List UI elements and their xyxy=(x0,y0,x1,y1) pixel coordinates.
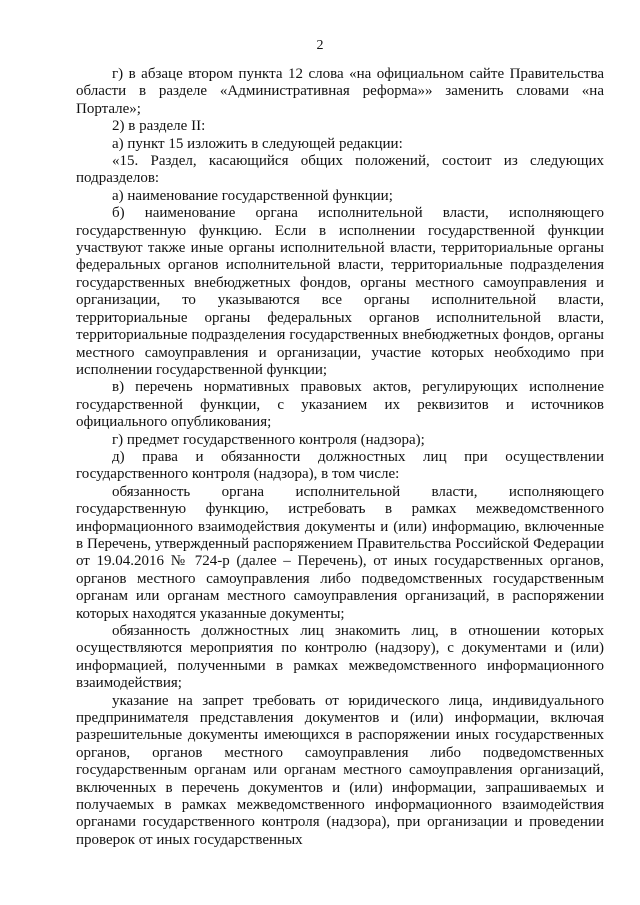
page-number: 2 xyxy=(316,38,324,53)
paragraph-a-15: а) пункт 15 изложить в следующей редакции: xyxy=(112,135,403,152)
paragraph-g-12: г) в абзаце втором пункта 12 слова «на официальном сайте Правительства области в разделе «Административная реформа»» заменить словами «на Портале»; xyxy=(76,66,604,117)
paragraph-d-rights: д) права и обязанности должностных лиц при осуществлении государственного контроля (надзора), в том числе: xyxy=(76,448,604,483)
paragraph-duty-request: обязанность органа исполнительной власти, исполняющего государственную функцию, истребовать в рамках межведомственного информационного взаимодействия документы и (или) информацию, включенные в Перечень, утвержденный распоряжением Правительства Российской Федерации от 19.04.2016 № 724-р (далее – Перечень), от иных государственных органов, органов местного самоуправления либо подведомственных государственным органам или органам местного самоуправления организаций, в распоряжении которых находятся указанные документы; xyxy=(76,483,604,622)
paragraph-15-intro: «15. Раздел, касающийся общих положений, состоит из следующих подразделов: xyxy=(76,153,604,187)
paragraph-a-name: а) наименование государственной функции; xyxy=(112,187,393,204)
paragraph-section-2: 2) в разделе II: xyxy=(112,118,206,135)
paragraph-v-acts: в) перечень нормативных правовых актов, регулирующих исполнение государственной функции, с указанием их реквизитов и источников официального опубликования; xyxy=(76,379,604,431)
paragraph-g-subject: г) предмет государственного контроля (надзора); xyxy=(112,431,425,448)
paragraph-prohibition: указание на запрет требовать от юридического лица, индивидуального предпринимателя представления документов и (или) информации, включая разрешительные документы имеющихся в распоряжении иных государственных органов, органов местного самоуправления либо подведомственных государственным органам или органам местного самоуправления организаций, включенных в перечень документов и (или) информации, запрашиваемых и получаемых в рамках межведомственного информационного взаимодействия органами государственного контроля (надзора), при организации и проведении проверок от иных государственных xyxy=(76,692,604,848)
paragraph-duty-inform: обязанность должностных лиц знакомить лиц, в отношении которых осуществляются мероприятия по контролю (надзору), с документами и (или) информацией, полученными в рамках межведомственного информационного взаимодействия; xyxy=(76,623,604,692)
paragraph-b-authority: б) наименование органа исполнительной власти, исполняющего государственную функцию. Если в исполнении государственной функции участвуют также иные органы исполнительной власти, территориальные органы федеральных органов исполнительной власти, территориальные подразделения государственных внебюджетных фондов, органы местного самоуправления и организации, то указываются все органы исполнительной власти, территориальные органы федеральных органов исполнительной власти, территориальные подразделения государственных внебюджетных фондов, органы местного самоуправления и организации, участие которых необходимо при исполнении государственной функции; xyxy=(76,205,604,378)
document-body xyxy=(76,66,604,849)
